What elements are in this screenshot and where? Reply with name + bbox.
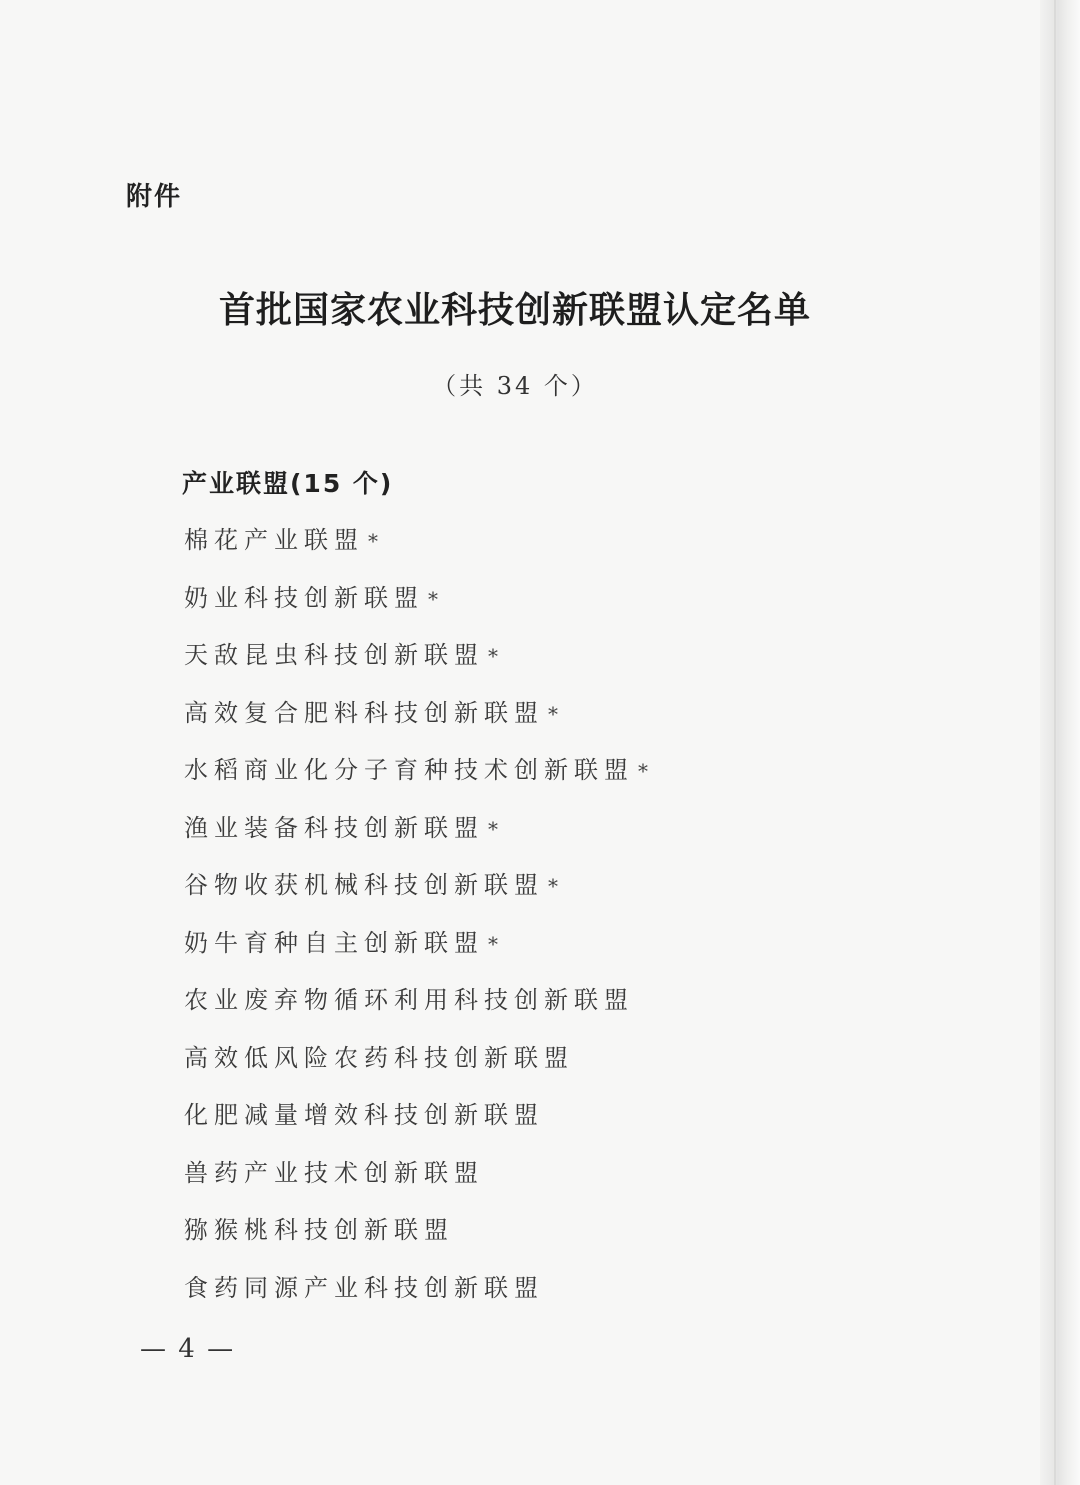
- alliance-name: 奶牛育种自主创新联盟: [184, 928, 484, 957]
- asterisk-mark: *: [548, 874, 558, 898]
- document-title: 首批国家农业科技创新联盟认定名单: [218, 289, 811, 331]
- asterisk-mark: *: [368, 529, 378, 553]
- alliance-name: 棉花产业联盟: [184, 526, 364, 554]
- asterisk-mark: *: [488, 644, 498, 668]
- asterisk-mark: *: [488, 816, 498, 841]
- list-item: [184, 808, 648, 866]
- alliance-name: 高效低风险农药科技创新联盟: [184, 1043, 574, 1072]
- alliance-name: 农业废弃物循环利用科技创新联盟: [184, 986, 634, 1014]
- list-item: [184, 865, 648, 923]
- alliance-name: 天敌昆虫科技创新联盟: [184, 641, 484, 669]
- page-edge-shadow: [1040, 0, 1080, 1485]
- alliance-name: 高效复合肥料科技创新联盟: [184, 698, 544, 727]
- asterisk-mark: *: [488, 931, 498, 956]
- list-item: [184, 578, 648, 636]
- asterisk-mark: *: [638, 759, 648, 783]
- document-subtitle: （共 34 个）: [432, 372, 598, 400]
- list-item: [184, 1095, 648, 1153]
- list-item: [184, 693, 648, 751]
- section-heading: 产业联盟(15 个): [182, 469, 394, 498]
- list-item: [184, 1153, 648, 1211]
- alliance-name: 食药同源产业科技创新联盟: [184, 1273, 544, 1302]
- list-item: [184, 635, 648, 693]
- list-item: [184, 980, 648, 1038]
- asterisk-mark: *: [428, 586, 438, 611]
- list-item: [184, 750, 648, 808]
- attachment-label: 附件: [126, 182, 183, 212]
- alliance-name: 谷物收获机械科技创新联盟: [184, 871, 544, 899]
- alliance-name: 奶业科技创新联盟: [184, 583, 424, 612]
- asterisk-mark: *: [548, 701, 558, 726]
- list-item: [184, 1268, 648, 1326]
- alliance-name: 猕猴桃科技创新联盟: [184, 1216, 454, 1244]
- list-item: [184, 1038, 648, 1096]
- alliance-list: [184, 520, 648, 1325]
- alliance-name: 水稻商业化分子育种技术创新联盟: [184, 756, 634, 784]
- page-number: — 4 —: [140, 1334, 236, 1364]
- list-item: [184, 1210, 648, 1268]
- alliance-name: 化肥减量增效科技创新联盟: [184, 1101, 544, 1129]
- alliance-name: 渔业装备科技创新联盟: [184, 813, 484, 842]
- list-item: [184, 923, 648, 981]
- list-item: [184, 520, 648, 578]
- alliance-name: 兽药产业技术创新联盟: [184, 1158, 484, 1187]
